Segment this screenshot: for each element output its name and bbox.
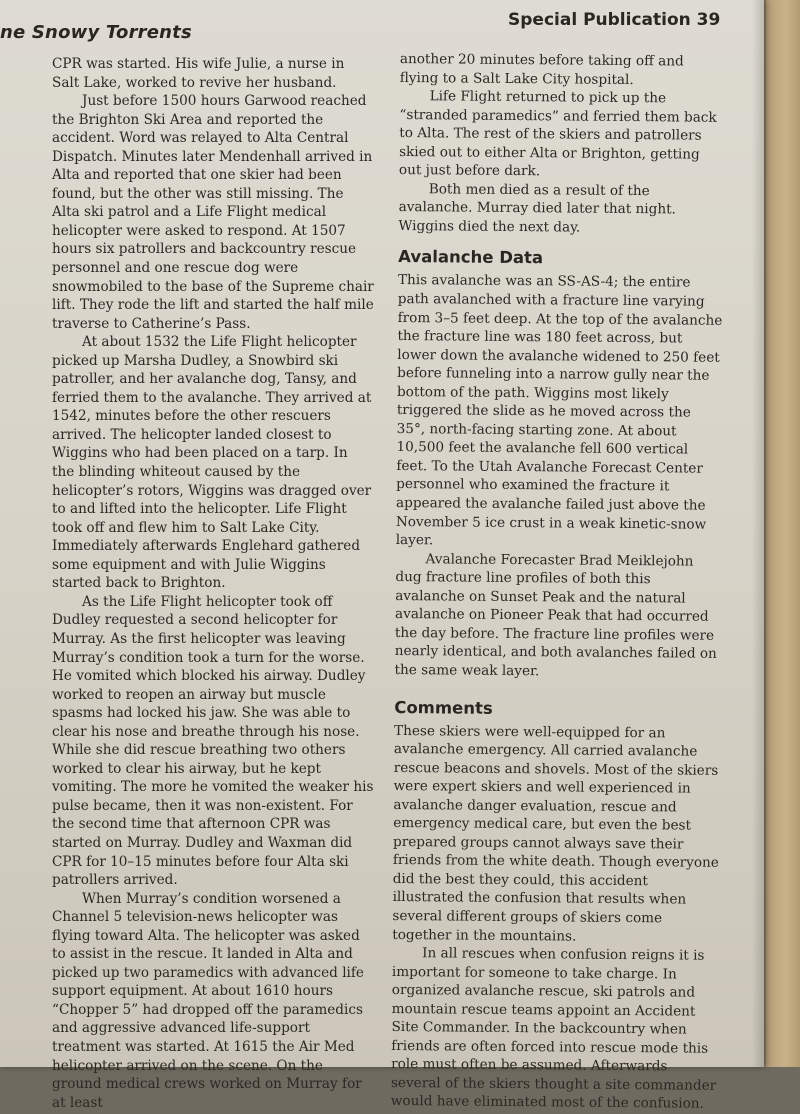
running-head-right: Special Publication 39 bbox=[508, 10, 721, 30]
paragraph: This avalanche was an SS-AS-4; the entire path avalanched with a fracture line varying from 3–5 feet deep. At the top of the avalanche the fracture line was 180 feet across, but lower down the avalanche widened to 250 feet before funneling into a narrow gully near the bottom of the path. Wiggins most likely triggered the slide as he moved across the 35°, north-facing starting zone. At about 10,500 feet the avalanche fell 600 vertical feet. To the Utah Avalanche Forecast Center personnel who examined the fracture it appeared the avalanche failed just above the November 5 ice crust in a weak kinetic-snow layer. bbox=[395, 272, 723, 549]
paragraph: Life Flight returned to pick up the “stranded paramedics” and ferried them back to Alta. The rest of the skiers and patrollers skied out to either Alta or Brighton, getting out just before dark. bbox=[398, 88, 717, 180]
left-column bbox=[52, 55, 374, 1112]
paragraph: Avalanche Forecaster Brad Meiklejohn dug fracture line profiles of both this avalanche on Sunset Peak and the natural avalanche on Pioneer Peak that had occurred the day before. The fracture line profiles were nearly identical, and both avalanches failed on the same weak layer. bbox=[394, 550, 717, 680]
paragraph: At about 1532 the Life Flight helicopter picked up Marsha Dudley, a Snowbird ski patroller, and her avalanche dog, Tansy, and ferried them to the avalanche. They arrived at 1542, minutes before the other rescuers arrived. The helicopter landed closest to Wiggins who had been placed on a tarp. In the blinding whiteout caused by the helicopter’s rotors, Wiggins was dragged over to and lifted into the helicopter. Life Flight took off and flew him to Salt Lake City. Immediately afterwards Englehard gathered some equipment and with Julie Wiggins started back to Brighton. bbox=[52, 334, 372, 592]
section-heading-comments: Comments bbox=[394, 697, 493, 718]
paragraph: In all rescues when confusion reigns it is important for someone to take charge. In organized avalanche rescue, ski patrols and mountain rescue teams appoint an Accident Site Commander. In the backcountry when friends are often forced into rescue mode this role must often be assumed. Afterwards several of the skiers thought a site commander would have eliminated most of the confusion. bbox=[390, 945, 717, 1113]
paragraph: another 20 minutes before taking off and flying to a Salt Lake City hospital. bbox=[399, 50, 684, 88]
running-head-left: ne Snowy Torrents bbox=[0, 22, 192, 43]
section-heading-avalanche-data: Avalanche Data bbox=[398, 247, 544, 268]
paragraph: Just before 1500 hours Garwood reached the Brighton Ski Area and reported the accident. Word was relayed to Alta Central Dispatch. Minutes later Mendenhall arrived in Alta and reported that one skier had been found, but the other was still missing. The Alta ski patrol and a Life Flight medical helicopter were asked to respond. At 1507 hours six patrollers and backcountry rescue personnel and one rescue dog were snowmobiled to the base of the Supreme chair lift. They rode the lift and started the half mile traverse to Catherine’s Pass. bbox=[52, 93, 374, 332]
paragraph: CPR was started. His wife Julie, a nurse in Salt Lake, worked to revive her husband. bbox=[52, 56, 345, 91]
page-edge-shadow bbox=[752, 0, 766, 1067]
paragraph: Both men died as a result of the avalanche. Murray died later that night. Wiggins died the next day. bbox=[398, 181, 676, 236]
paragraph: As the Life Flight helicopter took off Dudley requested a second helicopter for Murray. As the first helicopter was leaving Murray’s condition took a turn for the worse. He vomited which blocked his airway. Dudley worked to reopen an airway but muscle spasms had locked his jaw. She was able to clear his nose and breathe through his nose. While she did rescue breathing two others worked to clear his airway, but he kept vomiting. The more he vomited the weaker his pulse became, then it was non-existent. For the second time that afternoon CPR was started on Murray. Dudley and Waxman did CPR for 10–15 minutes before four Alta ski patrollers arrived. bbox=[52, 593, 374, 889]
paragraph: When Murray’s condition worsened a Channel 5 television-news helicopter was flying toward Alta. The helicopter was asked to assist in the rescue. It landed in Alta and picked up two paramedics with advanced life support equipment. At about 1610 hours “Chopper 5” had dropped off the paramedics and aggressive advanced life-support treatment was started. At 1615 the Air Med helicopter arrived on the scene. On the ground medical crews worked on Murray for at least bbox=[52, 890, 364, 1111]
right-column bbox=[391, 50, 726, 1114]
paragraph: These skiers were well-equipped for an avalanche emergency. All carried avalanche rescue beacons and shovels. Most of the skiers were expert skiers and well experienced in avalanche danger evaluation, rescue and emergency medical care, but even the best prepared groups cannot always save their friends from the white death. Though everyone did the best they could, this accident illustrated the confusion that results when several different groups of skiers come together in the mountains. bbox=[392, 722, 719, 945]
